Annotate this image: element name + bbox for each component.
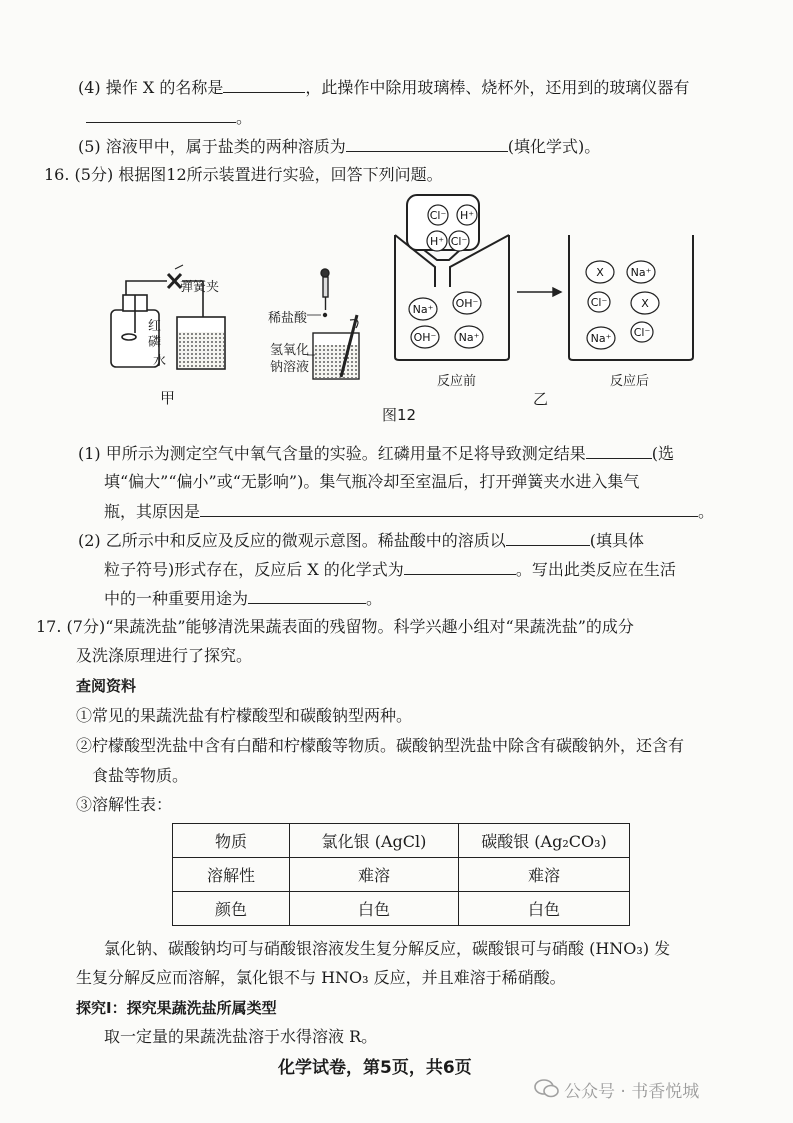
q15-p4-blank-1[interactable] xyxy=(223,76,305,93)
svg-text:Cl⁻: Cl⁻ xyxy=(450,235,468,248)
label-red: 红 xyxy=(148,319,162,334)
svg-text:Na⁺: Na⁺ xyxy=(590,332,612,345)
q15-part4-line2 xyxy=(86,106,252,129)
svg-text:H⁺: H⁺ xyxy=(429,235,445,248)
table-header-cell: 物质 xyxy=(173,824,290,858)
q16-p2-blank-1[interactable] xyxy=(506,529,590,546)
label-before: 反应前 xyxy=(437,374,477,389)
ion-na-1 xyxy=(409,298,437,320)
q16-p1-line3 xyxy=(104,500,714,523)
q15-p5-text-a: (5) 溶液甲中，属于盐类的两种溶质为 xyxy=(78,137,346,156)
q15-p4-text-a: (4) 操作 X 的名称是 xyxy=(78,78,224,97)
q15-p5-text-b: (填化学式)。 xyxy=(507,137,601,156)
ion-cl-3 xyxy=(588,292,610,312)
q16-heading: 16. (5分) 根据图12所示装置进行实验，回答下列问题。 xyxy=(44,165,443,184)
q16-p2-blank-2[interactable] xyxy=(404,558,516,575)
q16-p2-text-e: 中的一种重要用途为 xyxy=(104,589,249,608)
q15-p4-text-c: 。 xyxy=(236,108,253,127)
ion-cl-4 xyxy=(631,322,653,342)
label-after: 反应后 xyxy=(610,374,650,389)
q16-p2-blank-3[interactable] xyxy=(248,587,366,604)
svg-text:Cl⁻: Cl⁻ xyxy=(633,326,651,339)
q17-ref-3: ③溶解性表： xyxy=(76,795,173,814)
q16-p2-text-c: 粒子符号)形式存在，反应后 X 的化学式为 xyxy=(104,560,404,579)
label-phosphorus: 磷 xyxy=(148,335,162,350)
table-row xyxy=(173,858,630,892)
label-naoh-line1: 氢氧化 xyxy=(270,343,310,358)
q17-ref-2-line1: ②柠檬酸型洗盐中含有白醋和柠檬酸等物质。碳酸钠型洗盐中除含有碳酸钠外，还含有 xyxy=(76,736,685,755)
svg-text:Cl⁻: Cl⁻ xyxy=(429,209,447,222)
q17-explore1-title: 探究Ⅰ：探究果蔬洗盐所属类型 xyxy=(76,999,277,1017)
table-cell: 颜色 xyxy=(173,892,290,926)
q16-p1-blank-2[interactable] xyxy=(200,500,698,517)
ion-oh-2 xyxy=(411,326,439,348)
q16-p1-text-e: 。 xyxy=(698,502,715,521)
table-cell: 难溶 xyxy=(290,858,459,892)
ion-oh-1 xyxy=(453,292,481,314)
q16-p2-line2 xyxy=(104,558,676,581)
q16-p1-text-d: 瓶，其原因是 xyxy=(104,502,201,521)
table-cell: 白色 xyxy=(459,892,630,926)
label-naoh-line2: 钠溶液 xyxy=(270,360,310,375)
svg-text:OH⁻: OH⁻ xyxy=(413,331,437,344)
table-header-cell: 氯化银 (AgCl) xyxy=(290,824,459,858)
ion-h-2 xyxy=(427,231,447,251)
label-dilute-hcl: 稀盐酸 xyxy=(268,311,308,326)
q17-heading-line1: 17. (7分)“果蔬洗盐”能够清洗果蔬表面的残留物。科学兴趣小组对“果蔬洗盐”的成分 xyxy=(36,617,634,636)
svg-text:Na⁺: Na⁺ xyxy=(630,266,652,279)
q15-p5-blank[interactable] xyxy=(346,135,508,152)
q16-p2-text-b: (填具体 xyxy=(589,531,645,550)
ion-na-4 xyxy=(587,327,615,349)
ion-cl-2 xyxy=(449,231,469,251)
q16-p2-line3 xyxy=(104,587,382,610)
q17-ref-2-line2: 食盐等物质。 xyxy=(92,766,189,785)
q15-p4-text-b: ，此操作中除用玻璃棒、烧杯外，还用到的玻璃仪器有 xyxy=(305,78,690,97)
ion-na-3 xyxy=(627,261,655,283)
q17-ref-title: 查阅资料 xyxy=(76,677,137,695)
label-jia: 甲 xyxy=(160,389,176,407)
table-cell: 白色 xyxy=(290,892,459,926)
label-yi: 乙 xyxy=(533,390,549,408)
ion-na-2 xyxy=(455,326,483,348)
q17-note-line2: 生复分解反应而溶解，氯化银不与 HNO₃ 反应，并且难溶于稀硝酸。 xyxy=(76,968,566,987)
svg-text:H⁺: H⁺ xyxy=(459,209,475,222)
ion-cl-1 xyxy=(428,205,448,225)
label-spring-clip: 弹簧夹 xyxy=(180,280,220,295)
svg-text:Na⁺: Na⁺ xyxy=(412,303,434,316)
label-water: 水 xyxy=(153,354,167,369)
apparatus-titration xyxy=(307,269,359,379)
svg-text:Na⁺: Na⁺ xyxy=(458,331,480,344)
q16-p1-line2: 填“偏大”“偏小”或“无影响”)。集气瓶冷却至室温后，打开弹簧夹水进入集气 xyxy=(104,472,640,491)
svg-text:Cl⁻: Cl⁻ xyxy=(590,296,608,309)
q16-p2-text-a: (2) 乙所示中和反应及反应的微观示意图。稀盐酸中的溶质以 xyxy=(78,531,506,550)
ion-x-2 xyxy=(631,292,659,314)
watermark: 公众号 · 书香悦城 xyxy=(564,1082,700,1102)
q17-note-line1: 氯化钠、碳酸钠均可与硝酸银溶液发生复分解反应，碳酸银可与硝酸 (HNO₃) 发 xyxy=(104,939,671,958)
q15-part5 xyxy=(78,135,600,158)
page-footer: 化学试卷，第5页，共6页 xyxy=(278,1058,472,1078)
reaction-arrow xyxy=(517,288,561,296)
svg-text:OH⁻: OH⁻ xyxy=(455,297,479,310)
figure-caption: 图12 xyxy=(382,406,417,424)
ion-h-1 xyxy=(457,205,477,225)
wechat-icon xyxy=(534,1078,560,1100)
table-header-row xyxy=(173,824,630,858)
svg-text:X: X xyxy=(596,266,604,279)
svg-text:X: X xyxy=(641,297,649,310)
q15-p4-blank-2[interactable] xyxy=(86,106,236,123)
table-cell: 溶解性 xyxy=(173,858,290,892)
q16-p1-text-b: (选 xyxy=(651,444,675,463)
q16-p2-text-f: 。 xyxy=(366,589,383,608)
q16-p2-text-d: 。写出此类反应在生活 xyxy=(515,560,676,579)
q17-explore1-text: 取一定量的果蔬洗盐溶于水得溶液 R。 xyxy=(104,1027,378,1046)
solubility-table xyxy=(172,823,630,926)
q16-p1-text-a: (1) 甲所示为测定空气中氧气含量的实验。红磷用量不足将导致测定结果 xyxy=(78,444,586,463)
q17-heading-line2: 及洗涤原理进行了探究。 xyxy=(76,646,253,665)
q15-part4-line1 xyxy=(78,76,689,99)
q17-ref-1: ①常见的果蔬洗盐有柠檬酸型和碳酸钠型两种。 xyxy=(76,706,413,725)
q16-p2-line1 xyxy=(78,529,644,552)
ion-x-1 xyxy=(586,261,614,283)
table-row xyxy=(173,892,630,926)
q16-p1-blank-1[interactable] xyxy=(586,442,652,459)
q16-p1-line1 xyxy=(78,442,674,465)
table-cell: 难溶 xyxy=(459,858,630,892)
table-header-cell: 碳酸银 (Ag₂CO₃) xyxy=(459,824,630,858)
